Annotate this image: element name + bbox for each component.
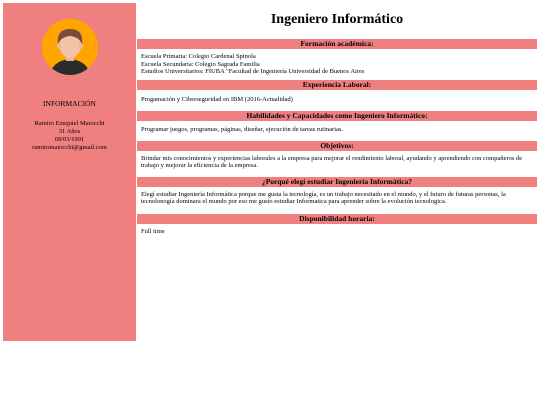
page-title <box>137 11 537 39</box>
name-line <box>3 120 136 128</box>
info-title: INFORMACIÓN <box>43 99 96 108</box>
section-body-habilidades: Programar juegos, programas, páginas, diseñar, ejecución de tareas rutinarias. <box>141 126 344 133</box>
formacion-line: Escuela Secundaria: Colegio Sagrada Familia <box>141 60 260 68</box>
age-text: 31 Años <box>58 128 81 135</box>
person-avatar-icon <box>42 19 98 75</box>
name-text: Ramiro Ezequiel Maiocchi <box>34 120 105 127</box>
section-header-experiencia: Experiencia Laboral: <box>137 80 537 90</box>
birthdate-text: 09/03/1991 <box>54 136 85 143</box>
section-header-formacion: Formación académica: <box>137 39 537 49</box>
age-line <box>3 128 136 136</box>
section-header-disponibilidad: Disponibilidad horaria: <box>137 214 537 224</box>
section-body-disponibilidad: Full time <box>141 227 165 235</box>
formacion-line: Estudios Universitarios: FIUBA "Facultad de Ingeniería Universidad de Buenos Aires <box>141 68 365 75</box>
section-header-porque: ¿Porqué elegí estudiar Ingeniería Informática? <box>137 177 537 187</box>
avatar <box>42 19 98 75</box>
birthdate-line <box>3 136 136 144</box>
page-title-text: Ingeniero Informático <box>270 12 404 27</box>
section-body-experiencia: Progamación y Ciberseguridad en IBM (2016-Actualidad) <box>141 95 293 103</box>
section-body-formacion <box>137 49 537 80</box>
main-content <box>137 3 537 239</box>
section-body-objetivos: Brindar mis conocimientos y experiencias laborales a la empresa para mejorar el rendimiento laboral, ayudando y aprendiendo con compañeros de trabajo y mejorar la eficiencia de la empresa. <box>141 154 523 169</box>
formacion-line: Escuela Primaria: Colegio Cardenal Spinola <box>141 53 256 60</box>
section-header-objetivos: Objetivos: <box>137 141 537 151</box>
contact-info <box>3 120 136 152</box>
email-line <box>3 144 136 152</box>
email-text: ramiromaiocchi@gmail.com <box>32 144 107 151</box>
sidebar <box>3 3 136 341</box>
section-header-habilidades: Habilidades y Capacidades como Ingeniero Informático: <box>137 111 537 121</box>
section-body-porque: Elegí estudiar Ingeniería Informática porque me gusta la tecnología, es un trabajo necesitado en el mundo, y el futuro de futuras personas, la tecnolonogía dominara el mundo por eso me gusto estudiar Informatica para aprender sobre la evolución tecnologica. <box>141 190 506 205</box>
